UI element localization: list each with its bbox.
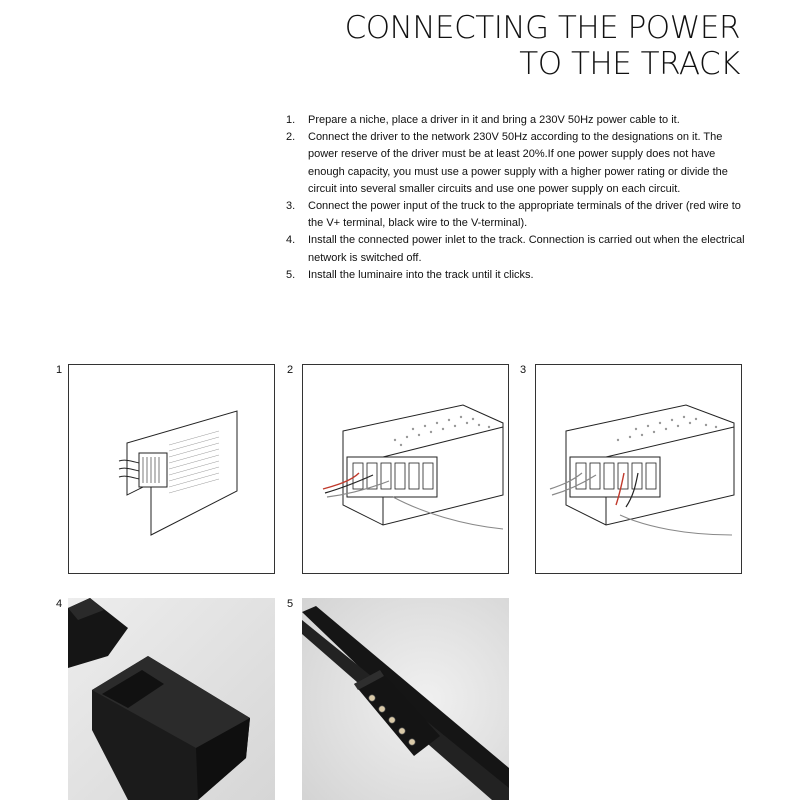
instruction-step-1: 1. Prepare a niche, place a driver in it and bring a 230V 50Hz power cable to it. (286, 114, 680, 126)
power-inlet-track-photo-icon (68, 598, 275, 800)
driver-terminal-red-black-illustration-icon (536, 365, 741, 573)
instruction-step-3: 3. Connect the power input of the truck to the appropriate terminals of the driver (red wire to the V+ terminal, black wire to the V-terminal). (286, 200, 741, 230)
figure-2-panel (302, 364, 509, 574)
figure-5-number: 5 (287, 598, 294, 610)
figure-3-number: 3 (520, 364, 527, 376)
instruction-step-2: 2. Connect the driver to the network 230V 50Hz according to the designations on it. The power reserve of the driver must be at least 20%.If one power supply does not have enough capacity, you must use a power supply with a higher power rating or divide the circuit into several smaller circuits and use one power supply on each circuit. (286, 131, 728, 195)
driver-terminal-wiring-illustration-icon (303, 365, 508, 573)
figure-2-number: 2 (287, 364, 294, 376)
instruction-list (286, 112, 746, 284)
figure-5-photo (302, 598, 509, 800)
niche-driver-illustration-icon (69, 365, 274, 573)
luminaire-in-track-photo-icon (302, 598, 509, 800)
figure-4-number: 4 (56, 598, 63, 610)
instruction-step-4: 4. Install the connected power inlet to the track. Connection is carried out when the electrical network is switched off. (286, 234, 745, 264)
figure-1-panel (68, 364, 275, 574)
title-line-2: TO THE TRACK (519, 46, 740, 82)
page-title (345, 10, 740, 82)
title-line-1: CONNECTING THE POWER (344, 10, 740, 46)
figure-1-number: 1 (56, 364, 63, 376)
figure-4-photo (68, 598, 275, 800)
instruction-step-5: 5. Install the luminaire into the track until it clicks. (286, 268, 534, 281)
figure-3-panel (535, 364, 742, 574)
